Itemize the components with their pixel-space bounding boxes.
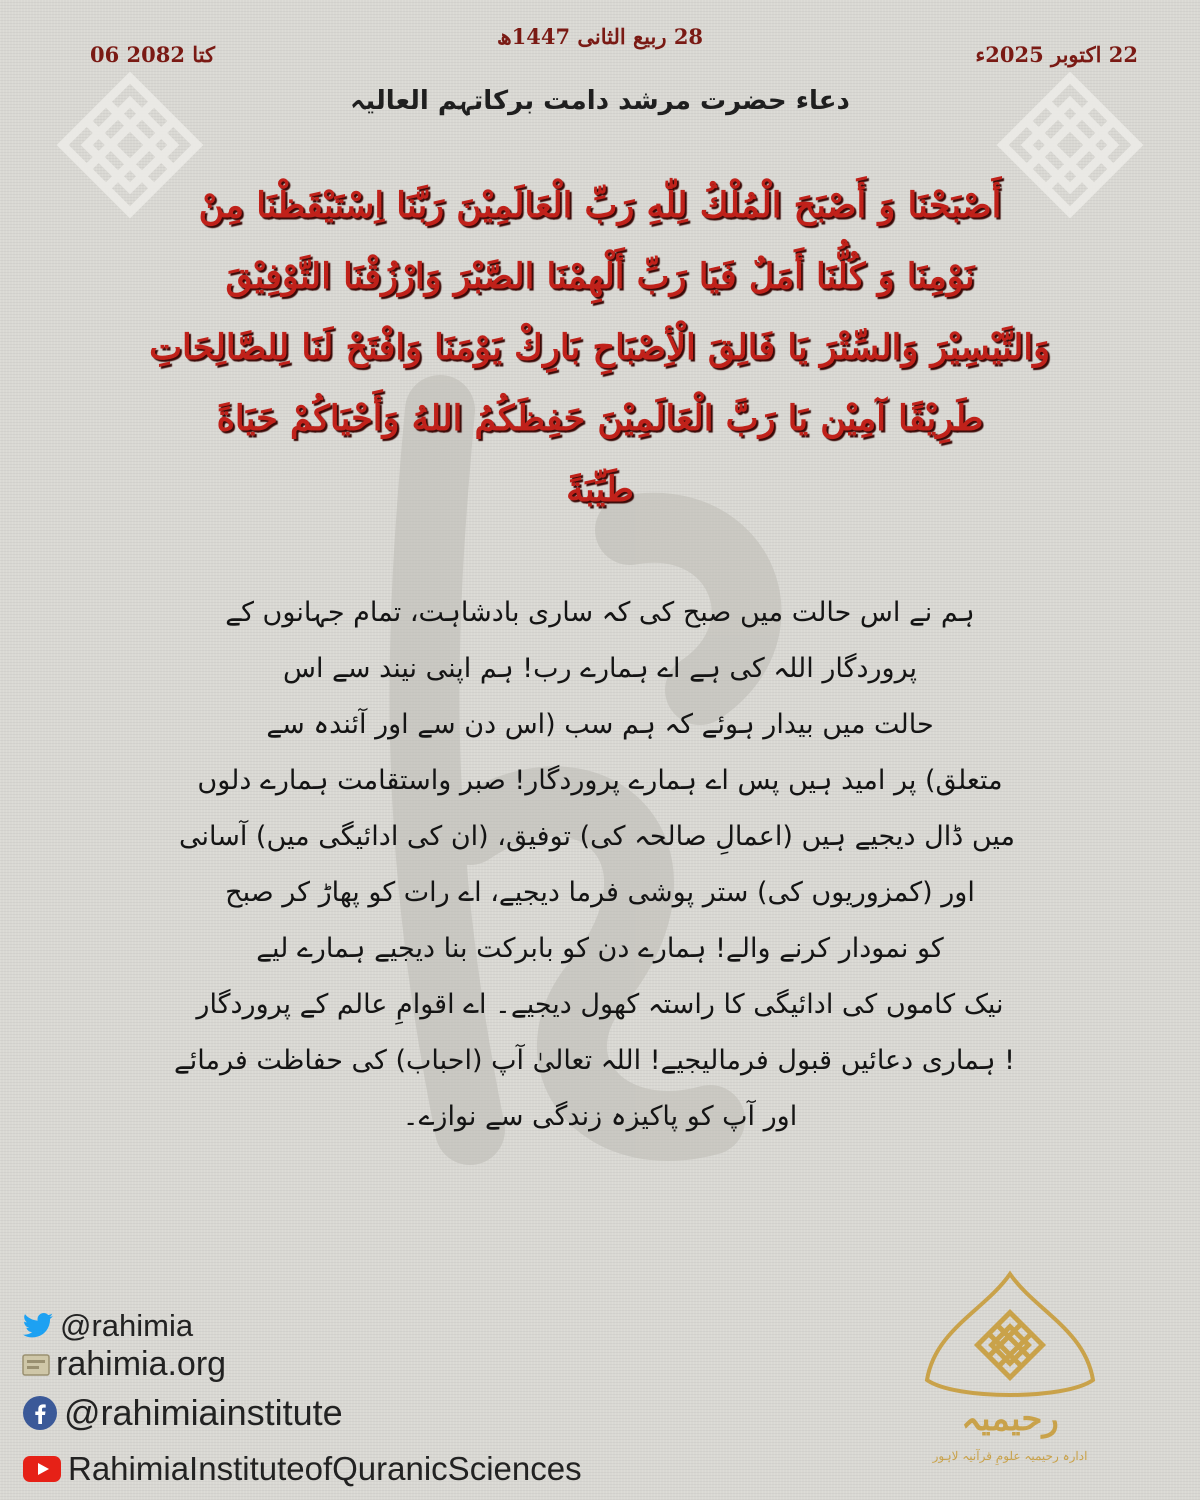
youtube-link[interactable] <box>22 1450 582 1488</box>
arabic-dua <box>150 170 1050 525</box>
urdu-translation-line: کو نمودار کرنے والے! ہمارے دن کو بابرکت بنا دیجیے ہمارے لیے <box>256 933 944 964</box>
twitter-link[interactable] <box>22 1308 193 1344</box>
urdu-translation-line: حالت میں بیدار ہوئے کہ ہم سب (اس دن سے اور آئندہ سے <box>266 709 934 740</box>
bikrami-date: 06 کتا 2082 <box>90 42 216 67</box>
urdu-translation <box>173 585 1015 1145</box>
arabic-dua-line: نَوْمِنَا وَ كُلُّنَا أَمَلٌ فَيَا رَبِّ أَلْهِمْنَا الصَّبْرَ وَارْزُقْنَا التَّوْفِيْقَ <box>225 256 975 297</box>
urdu-translation-line: اور (کمزوریوں کی) ستر پوشی فرما دیجیے، اے رات کو پھاڑ کر صبح <box>225 877 975 908</box>
rahimia-logo <box>915 1270 1105 1470</box>
arabic-dua-line: طَيِّبَةً <box>566 469 634 510</box>
page-title: دعاء حضرت مرشد دامت برکاتہم العالیہ <box>350 86 850 116</box>
website-url: rahimia.org <box>56 1345 227 1383</box>
urdu-translation-line: ! ہماری دعائیں قبول فرمالیجیے! اللہ تعالیٰ آپ (احباب) کی حفاظت فرمائے <box>173 1045 1015 1076</box>
logo-subtitle: ادارہ رحیمیہ علومِ قرآنیہ لاہور <box>932 1449 1088 1463</box>
urdu-translation-line: نیک کاموں کی ادائیگی کا راستہ کھول دیجیے۔ اے اقوامِ عالم کے پروردگار <box>196 989 1004 1020</box>
urdu-translation-line: اور آپ کو پاکیزہ زندگی سے نوازے۔ <box>402 1101 798 1132</box>
facebook-link[interactable] <box>22 1392 343 1434</box>
urdu-translation-line: ہم نے اس حالت میں صبح کی کہ ساری بادشاہت، تمام جہانوں کے <box>225 597 975 628</box>
urdu-translation-line: پروردگار اللہ کی ہے اے ہمارے رب! ہم اپنی نیند سے اس <box>283 653 917 684</box>
youtube-icon <box>22 1455 62 1483</box>
twitter-icon <box>22 1312 54 1340</box>
website-icon <box>22 1353 50 1377</box>
gregorian-date: 22 اکتوبر 2025ء <box>975 42 1138 67</box>
urdu-translation-line: میں ڈال دیجیے ہیں (اعمالِ صالحہ کی) توفیق، (ان کی ادائیگی میں) آسانی <box>178 821 1015 852</box>
urdu-translation-line: متعلق) پر امید ہیں پس اے ہمارے پروردگار! صبر واستقامت ہمارے دلوں <box>197 765 1003 796</box>
arabic-dua-line: أَصْبَحْنَا وَ أَصْبَحَ الْمُلْكُ لِلّٰهِ رَبِّ الْعَالَمِيْنَ رَبَّنَا اِسْتَيْقَظْنَا مِنْ <box>198 185 1002 226</box>
facebook-icon <box>22 1395 58 1431</box>
youtube-channel: RahimiaInstituteofQuranicSciences <box>68 1450 582 1487</box>
logo-name: رحیمیہ <box>961 1399 1059 1439</box>
facebook-handle: @rahimiainstitute <box>64 1392 343 1433</box>
website-link[interactable] <box>22 1345 226 1384</box>
arabic-dua-line: وَالتَّيْسِيْرَ وَالسِّتْرَ يَا فَالِقَ الْأِصْبَاحِ بَارِكْ يَوْمَنَا وَافْتَحْ لَنَا لِلصَّالِحَاتِ <box>149 327 1050 368</box>
hijri-date: 28 ربیع الثانی 1447ھ <box>496 24 704 49</box>
arabic-dua-line: طَرِيْقًا آمِيْن يَا رَبَّ الْعَالَمِيْنَ حَفِظَكُمُ اللهُ وَأَحْيَاكُمْ حَيَاةً <box>216 398 984 439</box>
twitter-handle: @rahimia <box>60 1308 194 1343</box>
